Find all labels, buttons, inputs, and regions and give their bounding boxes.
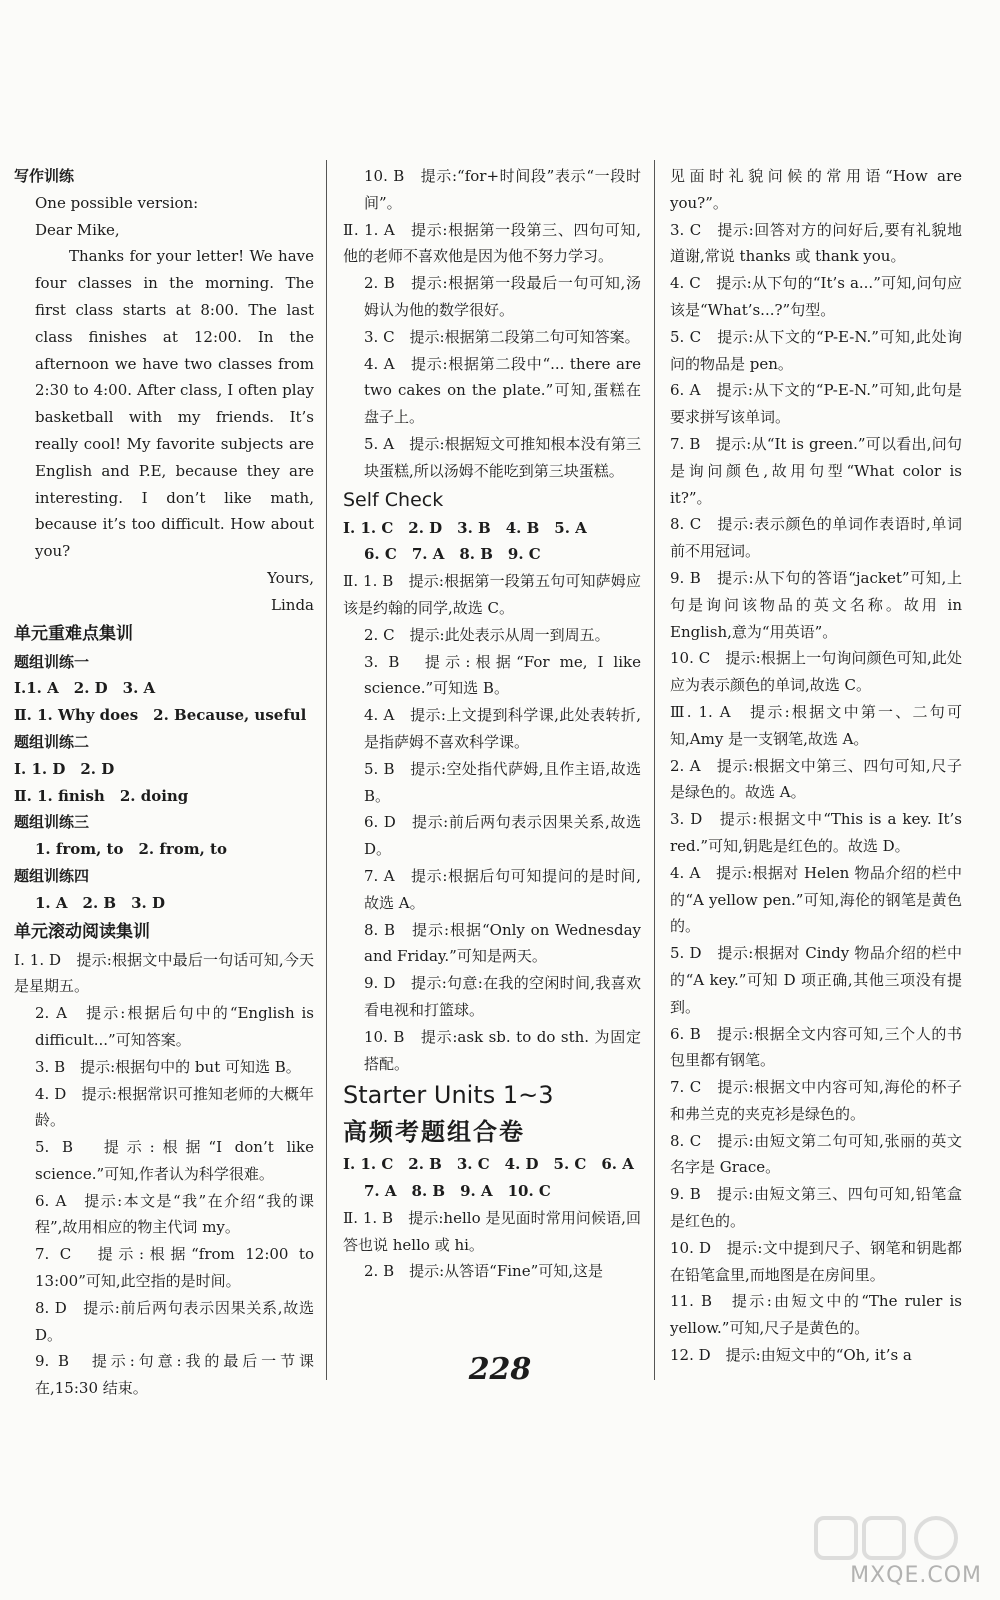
answer-item: 5. B 提示:空处指代萨姆,且作主语,故选 B。	[364, 759, 641, 805]
answer-item: 5. D 提示:根据对 Cindy 物品介绍的栏中的“A key.”可知 D 项正确,其他三项没有提到。	[670, 944, 962, 1016]
answer-item: 9. D 提示:句意:在我的空闲时间,我喜欢看电视和打篮球。	[364, 974, 641, 1019]
column-3	[670, 163, 962, 1369]
answer-line: Ⅰ. 1. D 2. D	[14, 759, 115, 778]
answer-line: 7. A 8. B 9. A 10. C	[364, 1182, 551, 1201]
answer-item: 10. B 提示:ask sb. to do sth. 为固定搭配。	[364, 1027, 641, 1073]
answer-item: 3. C 提示:回答对方的问好后,要有礼貌地道谢,常说 thanks 或 thank you。	[670, 220, 962, 266]
answer-item: 7. A 提示:根据后句可知提问的是时间,故选 A。	[364, 866, 641, 912]
answer-line: Ⅰ.1. A 2. D 3. A	[14, 679, 156, 698]
answer-line: 1. from, to 2. from, to	[35, 840, 227, 859]
answer-item: 8. B 提示:根据“Only on Wednesday and Friday.”可知是两天。	[364, 920, 641, 966]
heading-exam: 高频考题组合卷	[343, 1118, 525, 1147]
heading-self-check: Self Check	[343, 488, 444, 511]
answer-item: 10. B 提示:“for+时间段”表示“一段时间”。	[364, 167, 641, 212]
answer-item: 5. A 提示:根据短文可推知根本没有第三块蛋糕,所以汤姆不能吃到第三块蛋糕。	[364, 434, 641, 480]
answer-item: 3. B 提示:根据“For me, I like science.”可知选 B。	[364, 652, 641, 698]
answer-item: 2. A 提示:根据后句中的“English is difficult...”可知答案。	[35, 1004, 314, 1049]
answer-item: 7. B 提示:从“It is green.”可以看出,问句是询问颜色,故用句型“What color is it?”。	[670, 434, 962, 507]
answer-item: 8. C 提示:表示颜色的单词作表语时,单词前不用冠词。	[670, 515, 962, 561]
answer-item: 6. A 提示:本文是“我”在介绍“我的课程”,故用相应的物主代词 my。	[35, 1191, 314, 1237]
answer-item: 见面时礼貌问候的常用语“How are you?”。	[670, 167, 962, 212]
answer-line: Ⅱ. 1. finish 2. doing	[14, 786, 189, 805]
answer-item: 11. B 提示:由短文中的“The ruler is yellow.”可知,尺子是黄色的。	[670, 1292, 962, 1338]
answer-item: Ⅱ. 1. A 提示:根据第一段第三、四句可知,他的老师不喜欢他是因为他不努力学习。	[343, 220, 641, 266]
answer-item: 6. D 提示:前后两句表示因果关系,故选 D。	[364, 813, 641, 859]
letter-closing: Yours,	[267, 568, 314, 587]
answer-item: 10. D 提示:文中提到尺子、钢笔和钥匙都在铅笔盒里,而地图是在房间里。	[670, 1238, 962, 1284]
letter-body: Thanks for your letter! We have four classes in the morning. The first class starts at 8:00. The last class finishes at 12:00. In the afternoon we have two classes from 2:30 to 4:00. After class, I often play basketball with my friends. It’s really cool! My favorite subjects are English and P.E, because they are interesting. I don’t like math, because it’s too difficult. How about you?	[35, 247, 314, 561]
answer-item: 8. D 提示:前后两句表示因果关系,故选 D。	[35, 1298, 314, 1344]
answer-item: Ⅲ. 1. A 提示:根据文中第一、二句可知,Amy 是一支钢笔,故选 A。	[670, 702, 962, 748]
answer-item: 5. B 提示:根据“I don’t like science.”可知,作者认为科学很难。	[35, 1138, 314, 1183]
heading-key-points: 单元重难点集训	[14, 623, 133, 644]
section-title: 写作训练	[14, 167, 75, 185]
answer-item: 6. B 提示:根据全文内容可知,三个人的书包里都有钢笔。	[670, 1024, 962, 1070]
answer-item: Ⅰ. 1. D 提示:根据文中最后一句话可知,今天是星期五。	[14, 950, 314, 996]
answer-item: 2. A 提示:根据文中第三、四句可知,尺子是绿色的。故选 A。	[670, 756, 962, 802]
answer-item: 9. B 提示:从下句的答语“jacket”可知,上句是询问该物品的英文名称。故用 in English,意为“用英语”。	[670, 568, 962, 641]
column-1	[14, 163, 314, 1402]
answer-item: 3. C 提示:根据第二段第二句可知答案。	[364, 327, 640, 346]
letter-signature: Linda	[271, 595, 314, 614]
answer-item: 4. A 提示:根据对 Helen 物品介绍的栏中的“A yellow pen.”可知,海伦的钢笔是黄色的。	[670, 863, 962, 936]
group-title: 题组训练一	[14, 652, 90, 671]
page-number: 228	[468, 1352, 532, 1387]
answer-item: 12. D 提示:由短文中的“Oh, it’s a	[670, 1346, 912, 1365]
answer-item: Ⅱ. 1. B 提示:hello 是见面时常用问候语,回答也说 hello 或 hi。	[343, 1208, 641, 1254]
answer-item: 9. B 提示:由短文第三、四句可知,铅笔盒是红色的。	[670, 1185, 962, 1231]
answer-item: 9. B 提示:句意:我的最后一节课在,15:30 结束。	[35, 1352, 314, 1398]
answer-item: 4. A 提示:上文提到科学课,此处表转折,是指萨姆不喜欢科学课。	[364, 706, 641, 751]
column-2	[343, 163, 641, 1285]
answer-item: 5. C 提示:从下文的“P-E-N.”可知,此处询问的物品是 pen。	[670, 327, 962, 373]
group-title: 题组训练三	[14, 813, 90, 832]
answer-item: 2. B 提示:根据第一段最后一句可知,汤姆认为他的数学很好。	[364, 274, 641, 319]
letter-greeting: Dear Mike,	[35, 220, 120, 239]
answer-item: 2. C 提示:此处表示从周一到周五。	[364, 625, 610, 644]
column-divider	[654, 160, 655, 1380]
answer-item: 4. A 提示:根据第二段中“... there are two cakes on the plate.”可知,蛋糕在盘子上。	[364, 354, 641, 427]
answer-item: 7. C 提示:根据“from 12:00 to 13:00”可知,此空指的是时间。	[35, 1245, 314, 1291]
answer-item: 4. D 提示:根据常识可推知老师的大概年龄。	[35, 1084, 314, 1130]
answer-item: 6. A 提示:从下文的“P-E-N.”可知,此句是要求拼写该单词。	[670, 381, 962, 427]
answer-item: Ⅱ. 1. B 提示:根据第一段第五句可知萨姆应该是约翰的同学,故选 C。	[343, 572, 641, 617]
answer-item: 3. B 提示:根据句中的 but 可知选 B。	[35, 1057, 301, 1076]
heading-starter-units: Starter Units 1~3	[343, 1081, 554, 1110]
answer-item: 7. C 提示:根据文中内容可知,海伦的杯子和弗兰克的夹克衫是绿色的。	[670, 1078, 962, 1123]
watermark-text: MXQE.COM	[850, 1563, 982, 1588]
heading-reading: 单元滚动阅读集训	[14, 921, 150, 942]
answer-line: Ⅱ. 1. Why does 2. Because, useful	[14, 706, 307, 725]
answer-item: 4. C 提示:从下句的“It’s a...”可知,问句应该是“What’s...?”句型。	[670, 274, 962, 319]
answer-line: 1. A 2. B 3. D	[35, 893, 165, 912]
answer-line: Ⅰ. 1. C 2. D 3. B 4. B 5. A	[343, 518, 587, 537]
answer-item: 8. C 提示:由短文第二句可知,张丽的英文名字是 Grace。	[670, 1131, 962, 1177]
column-divider	[326, 160, 327, 1380]
answer-item: 10. C 提示:根据上一句询问颜色可知,此处应为表示颜色的单词,故选 C。	[670, 649, 962, 695]
answer-item: 3. D 提示:根据文中“This is a key. It’s red.”可知,钥匙是红色的。故选 D。	[670, 810, 962, 855]
answer-item: 2. B 提示:从答语“Fine”可知,这是	[364, 1262, 604, 1281]
group-title: 题组训练四	[14, 866, 90, 885]
text-line: One possible version:	[35, 193, 199, 212]
answer-line: 6. C 7. A 8. B 9. C	[364, 545, 541, 564]
answer-line: Ⅰ. 1. C 2. B 3. C 4. D 5. C 6. A	[343, 1155, 634, 1174]
group-title: 题组训练二	[14, 732, 90, 751]
